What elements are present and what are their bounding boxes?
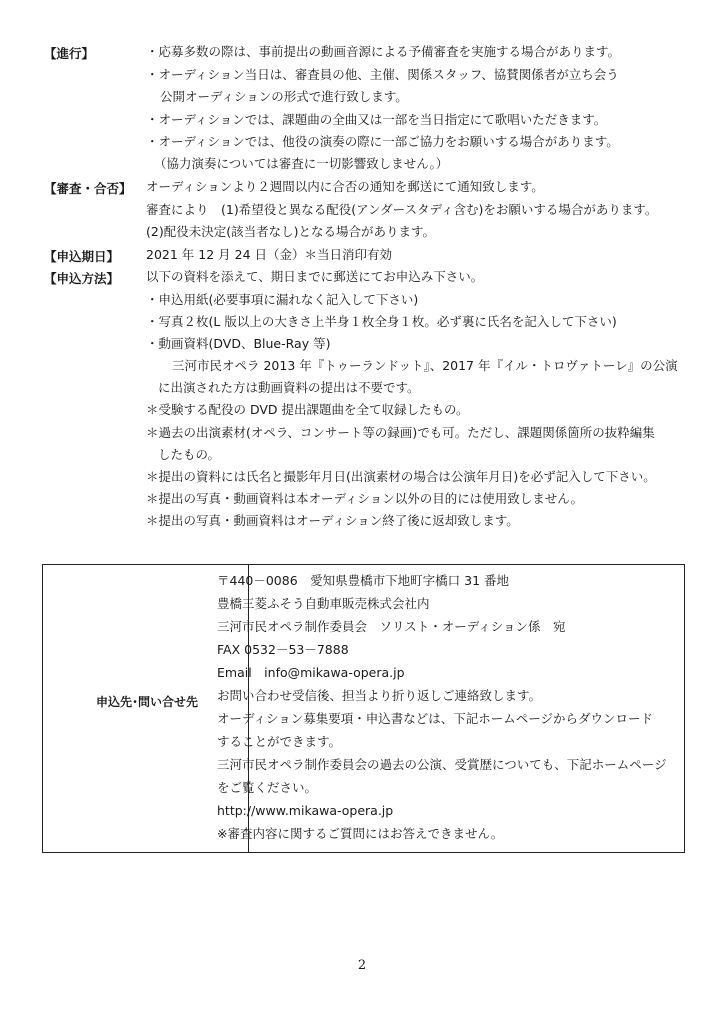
section-label-method: 【申込方法】 [44, 271, 120, 286]
method-line-7: ＊受験する配役の DVD 提出課題曲を全て収録したもの。 [146, 402, 469, 417]
method-line-12: ＊提出の写真・動画資料はオーディション終了後に返却致します。 [146, 513, 519, 528]
method-line-8: ＊過去の出演素材(オペラ、コンサート等の録画)でも可。ただし、課題関係箇所の抜粋編集 [146, 425, 655, 440]
contact-address: 〒440－0086 愛知県豊橋市下地町字橋口 31 番地 [217, 573, 510, 588]
contact-committee: 三河市民オペラ制作委員会 ソリスト・オーディション係 宛 [217, 619, 566, 634]
deadline-text: 2021 年 12 月 24 日（金）＊当日消印有効 [146, 247, 392, 262]
progress-line-3: 公開オーディションの形式で進行致します。 [160, 89, 408, 104]
contact-label: 申込先･問い合せ先 [95, 695, 198, 709]
section-label-deadline: 【申込期日】 [44, 249, 120, 264]
progress-line-5: ・オーディションでは、他役の演奏の際に一部ご協力をお願いする場合があります。 [146, 134, 619, 149]
contact-note-download-2: することができます。 [217, 734, 342, 749]
contact-note-history-2: をご覧ください。 [217, 780, 318, 795]
method-line-3: ・写真２枚(L 版以上の大きさ上半身１枚全身１枚。必ず裏に氏名を記入して下さい) [146, 314, 617, 329]
progress-line-1: ・応募多数の際は、事前提出の動画音源による予備審査を実施する場合があります。 [146, 44, 621, 59]
method-line-10: ＊提出の資料には氏名と撮影年月日(出演素材の場合は公演年月日)を必ず記入して下さい。 [146, 469, 656, 484]
judging-line-3: (2)配役未決定(該当者なし)となる場合があります。 [146, 224, 435, 239]
progress-line-4: ・オーディションでは、課題曲の全曲又は一部を当日指定にて歌唱いただきます。 [146, 112, 607, 127]
progress-line-6: （協力演奏については審査に一切影響致しません。） [154, 156, 449, 171]
page-number: 2 [357, 958, 367, 973]
contact-box [42, 564, 685, 853]
method-line-4: ・動画資料(DVD、Blue‐Ray 等) [146, 336, 331, 351]
section-label-judging: 【審査・合否】 [44, 181, 132, 196]
contact-website-link[interactable]: http://www.mikawa-opera.jp [217, 803, 394, 818]
method-line-5: 三河市民オペラ 2013 年『トゥーランドット』、2017 年『イル・トロヴァトーレ』の公演 [172, 358, 678, 373]
progress-line-2: ・オーディション当日は、審査員の他、主催、関係スタッフ、協賛関係者が立ち会う [146, 67, 619, 82]
contact-email: Email info@mikawa-opera.jp [217, 665, 405, 680]
contact-company: 豊橋三菱ふそう自動車販売株式会社内 [217, 596, 430, 611]
contact-note-reply: お問い合わせ受信後、担当より折り返しご連絡致します。 [217, 688, 542, 703]
section-label-progress: 【進行】 [44, 46, 95, 61]
contact-disclaimer: ※審査内容に関するご質問にはお答えできません。 [217, 826, 504, 841]
contact-note-history-1: 三河市民オペラ制作委員会の過去の公演、受賞歴についても、下記ホームページ [217, 757, 667, 772]
contact-note-download-1: オーディション募集要項・申込書などは、下記ホームページからダウンロード [217, 711, 654, 726]
method-line-1: 以下の資料を添えて、期日までに郵送にてお申込み下さい。 [146, 269, 484, 284]
method-line-9: したもの。 [158, 447, 221, 462]
contact-fax: FAX 0532－53－7888 [217, 642, 349, 657]
method-line-6: に出演された方は動画資料の提出は不要です。 [158, 380, 420, 395]
method-line-11: ＊提出の写真・動画資料は本オーディション以外の目的には使用致しません。 [146, 491, 584, 506]
judging-line-2: 審査により (1)希望役と異なる配役(アンダースタディ含む)をお願いする場合があります。 [146, 202, 658, 217]
judging-line-1: オーディションより２週間以内に合否の通知を郵送にて通知致します。 [146, 179, 544, 194]
method-line-2: ・申込用紙(必要事項に漏れなく記入して下さい) [146, 292, 419, 307]
